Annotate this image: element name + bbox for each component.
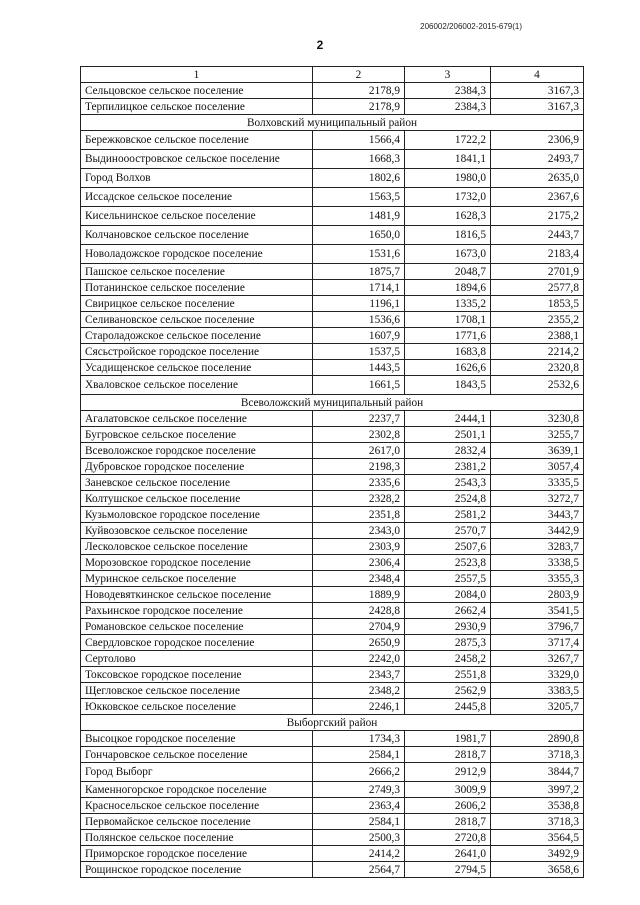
table-row xyxy=(81,587,584,603)
settlement-name-cell: Муринское сельское поселение xyxy=(81,571,313,587)
value-cell-col3: 2912,9 xyxy=(405,763,491,782)
value-cell-col3: 1628,3 xyxy=(405,207,491,226)
settlement-name-cell: Сертолово xyxy=(81,651,313,667)
value-cell-col4: 3057,4 xyxy=(491,459,584,475)
value-cell-col3: 2557,5 xyxy=(405,571,491,587)
value-cell-col2: 2335,6 xyxy=(313,475,405,491)
value-cell-col2: 1481,9 xyxy=(313,207,405,226)
value-cell-col2: 1537,5 xyxy=(313,344,405,360)
section-title: Всеволожский муниципальный район xyxy=(81,395,584,411)
value-cell-col3: 1894,6 xyxy=(405,280,491,296)
settlement-name-cell: Бережковское сельское поселение xyxy=(81,131,313,150)
column-header: 1 xyxy=(81,67,313,83)
settlement-name-cell: Терпилицкое сельское поселение xyxy=(81,99,313,115)
value-cell-col3: 2662,4 xyxy=(405,603,491,619)
table-row xyxy=(81,846,584,862)
value-cell-col3: 1981,7 xyxy=(405,731,491,747)
table-row xyxy=(81,264,584,280)
settlement-name-cell: Морозовское городское поселение xyxy=(81,555,313,571)
value-cell-col2: 2650,9 xyxy=(313,635,405,651)
column-header: 2 xyxy=(313,67,405,83)
settlement-name-cell: Город Выборг xyxy=(81,763,313,782)
settlement-name-cell: Романовское сельское поселение xyxy=(81,619,313,635)
table-row xyxy=(81,782,584,798)
value-cell-col4: 2175,2 xyxy=(491,207,584,226)
table-row xyxy=(81,683,584,699)
value-cell-col3: 2507,6 xyxy=(405,539,491,555)
table-row xyxy=(81,731,584,747)
value-cell-col4: 2577,8 xyxy=(491,280,584,296)
value-cell-col2: 1566,4 xyxy=(313,131,405,150)
value-cell-col4: 3639,1 xyxy=(491,443,584,459)
value-cell-col3: 2048,7 xyxy=(405,264,491,280)
value-cell-col4: 3442,9 xyxy=(491,523,584,539)
table-row xyxy=(81,555,584,571)
value-cell-col2: 1531,6 xyxy=(313,245,405,264)
table-row xyxy=(81,443,584,459)
value-cell-col4: 3997,2 xyxy=(491,782,584,798)
value-cell-col2: 2666,2 xyxy=(313,763,405,782)
settlement-name-cell: Свердловское городское поселение xyxy=(81,635,313,651)
data-table xyxy=(80,66,584,878)
value-cell-col2: 1607,9 xyxy=(313,328,405,344)
settlement-name-cell: Юкковское сельское поселение xyxy=(81,699,313,715)
page-number: 2 xyxy=(316,38,324,52)
value-cell-col2: 1661,5 xyxy=(313,376,405,395)
value-cell-col2: 2306,4 xyxy=(313,555,405,571)
value-cell-col3: 2818,7 xyxy=(405,814,491,830)
value-cell-col4: 2214,2 xyxy=(491,344,584,360)
value-cell-col3: 2818,7 xyxy=(405,747,491,763)
value-cell-col4: 2320,8 xyxy=(491,360,584,376)
value-cell-col4: 2367,6 xyxy=(491,188,584,207)
value-cell-col4: 2183,4 xyxy=(491,245,584,264)
table-row xyxy=(81,150,584,169)
settlement-name-cell: Потанинское сельское поселение xyxy=(81,280,313,296)
table-row xyxy=(81,830,584,846)
settlement-name-cell: Рощинское городское поселение xyxy=(81,862,313,878)
value-cell-col2: 2198,3 xyxy=(313,459,405,475)
table-row xyxy=(81,83,584,99)
value-cell-col2: 1563,5 xyxy=(313,188,405,207)
settlement-name-cell: Каменногорское городское поселение xyxy=(81,782,313,798)
section-header-row xyxy=(81,395,584,411)
value-cell-col2: 1443,5 xyxy=(313,360,405,376)
value-cell-col4: 3230,8 xyxy=(491,411,584,427)
value-cell-col2: 2414,2 xyxy=(313,846,405,862)
value-cell-col2: 2246,1 xyxy=(313,699,405,715)
value-cell-col4: 3538,8 xyxy=(491,798,584,814)
value-cell-col2: 2564,7 xyxy=(313,862,405,878)
value-cell-col2: 2584,1 xyxy=(313,814,405,830)
settlement-name-cell: Заневское сельское поселение xyxy=(81,475,313,491)
settlement-name-cell: Усадищенское сельское поселение xyxy=(81,360,313,376)
value-cell-col2: 2704,9 xyxy=(313,619,405,635)
value-cell-col2: 1875,7 xyxy=(313,264,405,280)
table-row xyxy=(81,131,584,150)
table-row xyxy=(81,651,584,667)
value-cell-col4: 3718,3 xyxy=(491,814,584,830)
settlement-name-cell: Первомайское сельское поселение xyxy=(81,814,313,830)
table-row xyxy=(81,411,584,427)
value-cell-col4: 2635,0 xyxy=(491,169,584,188)
table-row xyxy=(81,699,584,715)
value-cell-col3: 1335,2 xyxy=(405,296,491,312)
value-cell-col4: 3267,7 xyxy=(491,651,584,667)
table-row xyxy=(81,328,584,344)
value-cell-col4: 3255,7 xyxy=(491,427,584,443)
settlement-name-cell: Всеволожское городское поселение xyxy=(81,443,313,459)
value-cell-col2: 2351,8 xyxy=(313,507,405,523)
table-row xyxy=(81,99,584,115)
value-cell-col3: 2551,8 xyxy=(405,667,491,683)
table-row xyxy=(81,523,584,539)
value-cell-col3: 2581,2 xyxy=(405,507,491,523)
table-row xyxy=(81,226,584,245)
settlement-name-cell: Приморское городское поселение xyxy=(81,846,313,862)
value-cell-col4: 3796,7 xyxy=(491,619,584,635)
value-cell-col3: 3009,9 xyxy=(405,782,491,798)
settlement-name-cell: Рахьинское городское поселение xyxy=(81,603,313,619)
value-cell-col2: 2178,9 xyxy=(313,83,405,99)
settlement-name-cell: Колчановское сельское поселение xyxy=(81,226,313,245)
value-cell-col4: 2355,2 xyxy=(491,312,584,328)
value-cell-col4: 3283,7 xyxy=(491,539,584,555)
value-cell-col2: 1668,3 xyxy=(313,150,405,169)
value-cell-col4: 3205,7 xyxy=(491,699,584,715)
value-cell-col4: 3272,7 xyxy=(491,491,584,507)
value-cell-col3: 2562,9 xyxy=(405,683,491,699)
value-cell-col2: 2348,4 xyxy=(313,571,405,587)
value-cell-col3: 2381,2 xyxy=(405,459,491,475)
value-cell-col3: 1732,0 xyxy=(405,188,491,207)
value-cell-col4: 3541,5 xyxy=(491,603,584,619)
value-cell-col2: 2363,4 xyxy=(313,798,405,814)
value-cell-col2: 1650,0 xyxy=(313,226,405,245)
value-cell-col2: 2584,1 xyxy=(313,747,405,763)
settlement-name-cell: Город Волхов xyxy=(81,169,313,188)
value-cell-col3: 2444,1 xyxy=(405,411,491,427)
value-cell-col4: 3167,3 xyxy=(491,99,584,115)
table-row xyxy=(81,360,584,376)
settlement-name-cell: Щегловское сельское поселение xyxy=(81,683,313,699)
table-row xyxy=(81,376,584,395)
value-cell-col4: 3443,7 xyxy=(491,507,584,523)
value-cell-col3: 2606,2 xyxy=(405,798,491,814)
section-header-row xyxy=(81,715,584,731)
table-row xyxy=(81,207,584,226)
settlement-name-cell: Куйвозовское сельское поселение xyxy=(81,523,313,539)
table-row xyxy=(81,169,584,188)
column-header: 3 xyxy=(405,67,491,83)
value-cell-col2: 2749,3 xyxy=(313,782,405,798)
value-cell-col4: 3844,7 xyxy=(491,763,584,782)
section-title: Выборгский район xyxy=(81,715,584,731)
settlement-name-cell: Лесколовское сельское поселение xyxy=(81,539,313,555)
value-cell-col3: 2720,8 xyxy=(405,830,491,846)
settlement-name-cell: Новоладожское городское поселение xyxy=(81,245,313,264)
value-cell-col4: 2388,1 xyxy=(491,328,584,344)
settlement-name-cell: Сясьстройское городское поселение xyxy=(81,344,313,360)
value-cell-col2: 2178,9 xyxy=(313,99,405,115)
value-cell-col4: 2443,7 xyxy=(491,226,584,245)
table-row xyxy=(81,747,584,763)
value-cell-col3: 1816,5 xyxy=(405,226,491,245)
table-row xyxy=(81,635,584,651)
value-cell-col4: 3658,6 xyxy=(491,862,584,878)
value-cell-col3: 1626,6 xyxy=(405,360,491,376)
value-cell-col2: 1889,9 xyxy=(313,587,405,603)
table-header-row xyxy=(81,67,584,83)
table-row xyxy=(81,862,584,878)
value-cell-col3: 2570,7 xyxy=(405,523,491,539)
value-cell-col3: 2641,0 xyxy=(405,846,491,862)
table-row xyxy=(81,571,584,587)
column-header: 4 xyxy=(491,67,584,83)
table-row xyxy=(81,603,584,619)
table-row xyxy=(81,798,584,814)
settlement-name-cell: Агалатовское сельское поселение xyxy=(81,411,313,427)
value-cell-col3: 2832,4 xyxy=(405,443,491,459)
value-cell-col3: 2458,2 xyxy=(405,651,491,667)
document-code: 206002/206002-2015-679(1) xyxy=(420,22,522,31)
value-cell-col2: 1196,1 xyxy=(313,296,405,312)
value-cell-col2: 2328,2 xyxy=(313,491,405,507)
value-cell-col2: 1536,6 xyxy=(313,312,405,328)
section-header-row xyxy=(81,115,584,131)
value-cell-col3: 2084,0 xyxy=(405,587,491,603)
value-cell-col2: 2242,0 xyxy=(313,651,405,667)
table-row xyxy=(81,312,584,328)
settlement-name-cell: Бугровское сельское поселение xyxy=(81,427,313,443)
settlement-name-cell: Дубровское городское поселение xyxy=(81,459,313,475)
table-row xyxy=(81,427,584,443)
value-cell-col4: 2493,7 xyxy=(491,150,584,169)
settlement-name-cell: Староладожское сельское поселение xyxy=(81,328,313,344)
settlement-name-cell: Высоцкое городское поселение xyxy=(81,731,313,747)
value-cell-col4: 3329,0 xyxy=(491,667,584,683)
value-cell-col4: 3355,3 xyxy=(491,571,584,587)
value-cell-col4: 2890,8 xyxy=(491,731,584,747)
settlement-name-cell: Кузьмоловское городское поселение xyxy=(81,507,313,523)
settlement-name-cell: Кисельнинское сельское поселение xyxy=(81,207,313,226)
value-cell-col3: 2501,1 xyxy=(405,427,491,443)
value-cell-col2: 1734,3 xyxy=(313,731,405,747)
table-row xyxy=(81,507,584,523)
table-row xyxy=(81,491,584,507)
value-cell-col3: 2930,9 xyxy=(405,619,491,635)
value-cell-col2: 2348,2 xyxy=(313,683,405,699)
value-cell-col2: 2343,0 xyxy=(313,523,405,539)
settlement-name-cell: Пашское сельское поселение xyxy=(81,264,313,280)
value-cell-col2: 2302,8 xyxy=(313,427,405,443)
value-cell-col2: 2617,0 xyxy=(313,443,405,459)
value-cell-col2: 2428,8 xyxy=(313,603,405,619)
settlement-name-cell: Токсовское городское поселение xyxy=(81,667,313,683)
value-cell-col4: 3338,5 xyxy=(491,555,584,571)
settlement-name-cell: Свирицкое сельское поселение xyxy=(81,296,313,312)
table-body xyxy=(81,67,584,878)
value-cell-col2: 1802,6 xyxy=(313,169,405,188)
value-cell-col4: 2532,6 xyxy=(491,376,584,395)
settlement-name-cell: Хваловское сельское поселение xyxy=(81,376,313,395)
value-cell-col3: 2384,3 xyxy=(405,83,491,99)
table-row xyxy=(81,475,584,491)
value-cell-col4: 2306,9 xyxy=(491,131,584,150)
settlement-name-cell: Гончаровское сельское поселение xyxy=(81,747,313,763)
value-cell-col4: 2701,9 xyxy=(491,264,584,280)
table-row xyxy=(81,814,584,830)
value-cell-col2: 1714,1 xyxy=(313,280,405,296)
value-cell-col4: 3717,4 xyxy=(491,635,584,651)
table-row xyxy=(81,459,584,475)
table-row xyxy=(81,188,584,207)
value-cell-col3: 1708,1 xyxy=(405,312,491,328)
settlement-name-cell: Селивановское сельское поселение xyxy=(81,312,313,328)
table-row xyxy=(81,245,584,264)
value-cell-col3: 1841,1 xyxy=(405,150,491,169)
settlement-name-cell: Иссадское сельское поселение xyxy=(81,188,313,207)
table-row xyxy=(81,296,584,312)
value-cell-col3: 2445,8 xyxy=(405,699,491,715)
table-row xyxy=(81,667,584,683)
value-cell-col4: 3564,5 xyxy=(491,830,584,846)
settlement-name-cell: Выдинооостровское сельское поселение xyxy=(81,150,313,169)
value-cell-col4: 2803,9 xyxy=(491,587,584,603)
value-cell-col3: 1843,5 xyxy=(405,376,491,395)
table-row xyxy=(81,619,584,635)
value-cell-col2: 2500,3 xyxy=(313,830,405,846)
value-cell-col4: 3383,5 xyxy=(491,683,584,699)
value-cell-col4: 3335,5 xyxy=(491,475,584,491)
value-cell-col2: 2303,9 xyxy=(313,539,405,555)
value-cell-col3: 1673,0 xyxy=(405,245,491,264)
value-cell-col2: 2237,7 xyxy=(313,411,405,427)
table-row xyxy=(81,280,584,296)
table-row xyxy=(81,344,584,360)
value-cell-col3: 2875,3 xyxy=(405,635,491,651)
value-cell-col4: 3718,3 xyxy=(491,747,584,763)
value-cell-col2: 2343,7 xyxy=(313,667,405,683)
value-cell-col4: 3167,3 xyxy=(491,83,584,99)
settlement-name-cell: Новодевяткинское сельское поселение xyxy=(81,587,313,603)
settlement-name-cell: Сельцовское сельское поселение xyxy=(81,83,313,99)
value-cell-col4: 1853,5 xyxy=(491,296,584,312)
settlement-name-cell: Колтушское сельское поселение xyxy=(81,491,313,507)
value-cell-col3: 2543,3 xyxy=(405,475,491,491)
value-cell-col3: 2524,8 xyxy=(405,491,491,507)
section-title: Волховский муниципальный район xyxy=(81,115,584,131)
settlement-name-cell: Красносельское сельское поселение xyxy=(81,798,313,814)
table-row xyxy=(81,763,584,782)
value-cell-col3: 2794,5 xyxy=(405,862,491,878)
table-row xyxy=(81,539,584,555)
value-cell-col3: 1683,8 xyxy=(405,344,491,360)
value-cell-col3: 1771,6 xyxy=(405,328,491,344)
settlement-name-cell: Полянское сельское поселение xyxy=(81,830,313,846)
value-cell-col3: 1722,2 xyxy=(405,131,491,150)
value-cell-col3: 2523,8 xyxy=(405,555,491,571)
value-cell-col3: 2384,3 xyxy=(405,99,491,115)
value-cell-col3: 1980,0 xyxy=(405,169,491,188)
value-cell-col4: 3492,9 xyxy=(491,846,584,862)
